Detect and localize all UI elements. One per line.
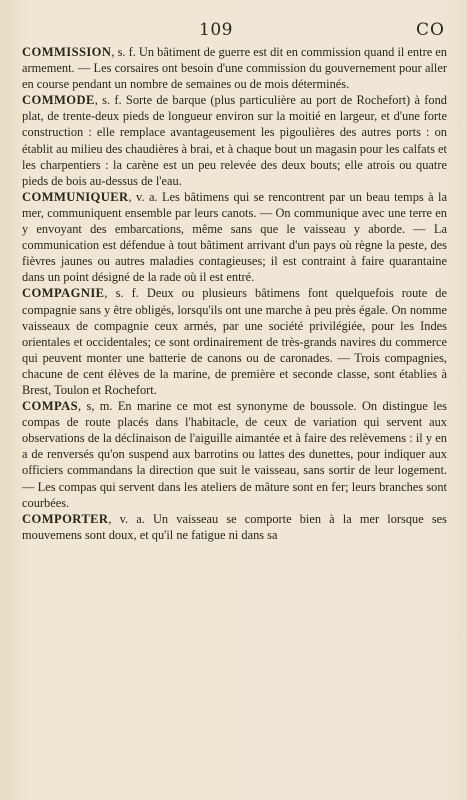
entry-term: COMPAGNIE [22,286,105,301]
entry-text: , s, m. En marine ce mot est synonyme de boussole. On distingue les compas de route placés dans l'habitacle, de ceux de variation qui servent aux observations de la déclinaison de l'aiguille aimantée et à faire des relèvemens : il y en a de renversés qu'on suspend aux barrotins ou lattes des dunettes, pour indiquer aux officiers commandans la direction que suit le vaisseau, sans sortir de leur logement. — Les compas qui servent dans les ateliers de mâture sont en fer; leurs branches sont courbées. [22,399,447,510]
entry-term: COMMISSION [22,45,112,59]
dictionary-entry-commission [22,44,447,92]
page-header [0,20,467,42]
dictionary-entry-compas [22,398,447,511]
page-number: 109 [199,20,233,40]
entry-text: , s. f. Un bâtiment de guerre est dit en commission quand il entre en armement. — Les corsaires ont besoin d'une commission du gouvernement pour aller en course pendant un nombre de semaines ou de mois déterminés. [22,45,447,92]
entry-term: COMMUNIQUER [22,189,129,204]
dictionary-entry-communiquer [22,189,447,286]
entry-term: COMMODE [22,93,95,108]
entry-term: COMPAS [22,399,79,414]
running-head: CO [416,20,445,40]
entry-text: , s. f. Deux ou plusieurs bâtimens font quelquefois route de compagnie sans y être obligés, lorsqu'ils ont une marche à peu près égale. On nomme vaisseaux de compagnie ceux armés, par une société privilégiée, pour les Indes orientales et occidentales; ce sont ordinairement de très-grands navires du commerce qui peuvent monter une batterie de canons ou de caronades. — Trois compagnies, chacune de cent élèves de la marine, de première et seconde classe, sont établies à Brest, Toulon et Rochefort. [22,286,447,397]
entry-text: , v. a. Un vaisseau se comporte bien à la mer lorsque ses mouvemens sont doux, et qu'il ne fatigue ni dans sa [22,511,447,542]
entry-text: , v. a. Les bâtimens qui se rencontrent par un beau temps à la mer, communiquent ensemble par leurs canots. — On communique avec une terre en y envoyant des embarcations, même sans que le vaisseau y aborde. — La communication est défendue à tout bâtiment arrivant d'un pays où règne la peste, des fièvres jaunes ou autres maladies contagieuses; il est contraint à faire quarantaine dans un point désigné de la rade où il est entré. [22,189,447,285]
dictionary-entry-compagnie [22,285,447,398]
page-body [22,44,447,543]
entry-term: COMPORTER [22,511,109,526]
dictionary-entry-comporter [22,511,447,543]
dictionary-entry-commode [22,92,447,189]
entry-text: , s. f. Sorte de barque (plus particulière au port de Rochefort) à fond plat, de trente-deux pieds de longueur environ sur la moitié en largeur, et d'une forte construction : elle remplace avantageusement les pigoulières des autres ports : on établit au milieu des chaudières à brai, et à chaque bout un magasin pour les calfats et les charpentiers : la carène est un peu relevée des deux bouts; elle atrois ou quatre pieds de bois au-dessus de l'eau. [22,93,447,188]
